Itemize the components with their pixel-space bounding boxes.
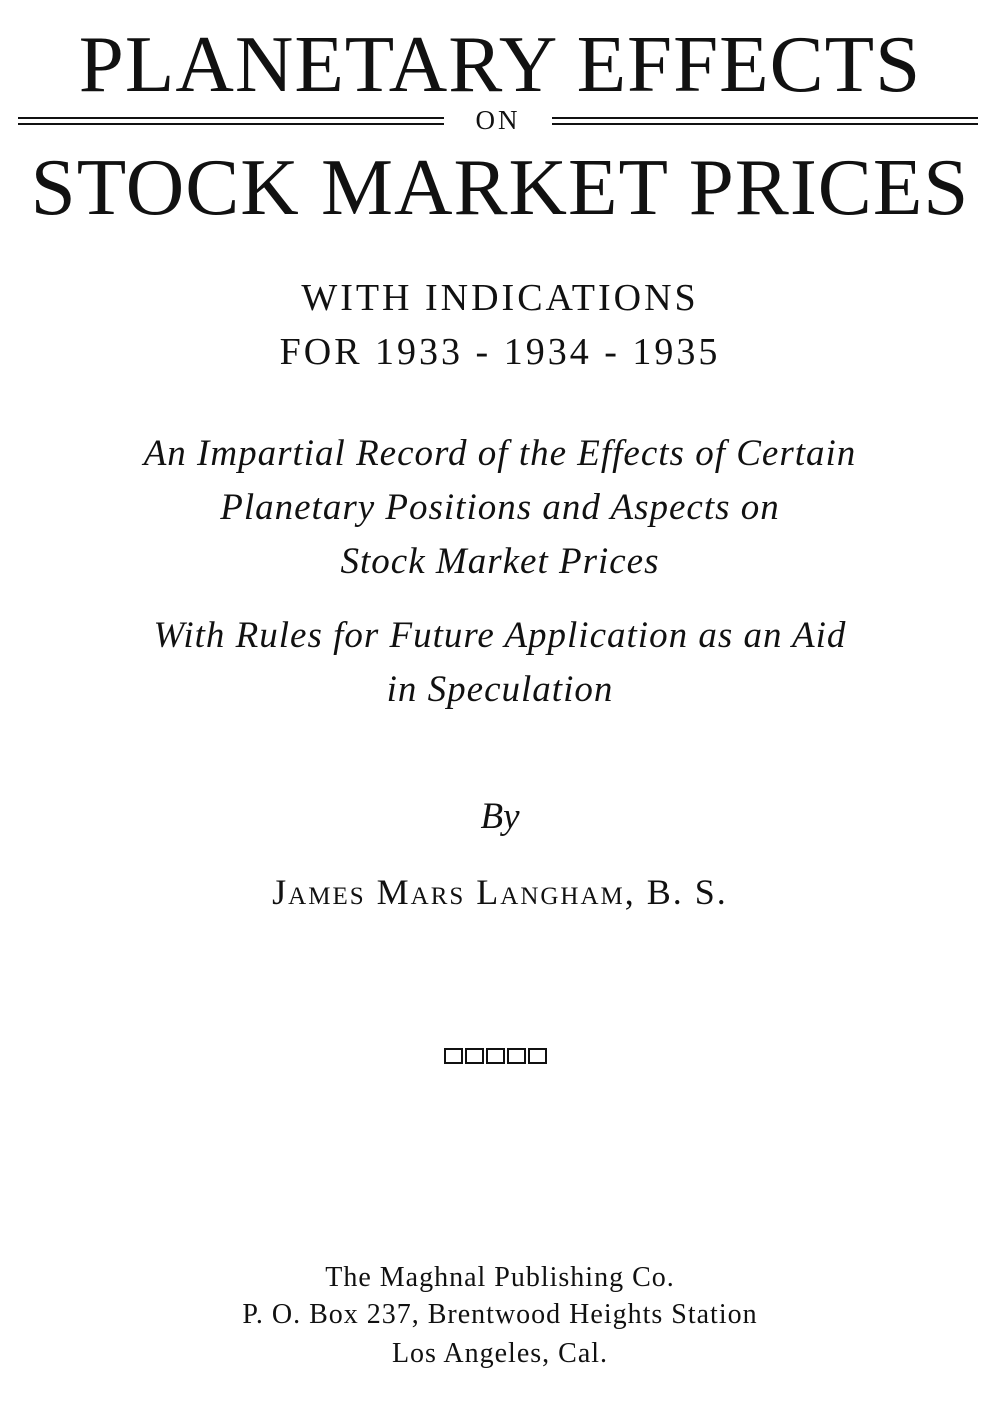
byline-by: By	[480, 796, 520, 837]
title-line-2: STOCK MARKET PRICES	[30, 142, 970, 232]
publisher-city: Los Angeles, Cal.	[391, 1338, 609, 1369]
double-rule-right	[552, 117, 978, 125]
publisher-address: P. O. Box 237, Brentwood Heights Station	[242, 1299, 758, 1330]
title-connector: ON	[475, 105, 521, 135]
description-line-5: in Speculation	[386, 669, 614, 710]
title-connector-row	[18, 104, 978, 144]
subtitle-line-1: WITH INDICATIONS	[301, 277, 699, 319]
description-line-3: Stock Market Prices	[340, 541, 660, 582]
subtitle-line-2: FOR 1933 - 1934 - 1935	[279, 331, 721, 373]
title-line-1: PLANETARY EFFECTS	[78, 19, 922, 109]
five-square-ornament-icon	[443, 1046, 553, 1066]
description-line-2: Planetary Positions and Aspects on	[220, 487, 780, 528]
description-line-4: With Rules for Future Application as an Aid	[153, 615, 847, 656]
publisher-name: The Maghnal Publishing Co.	[325, 1262, 675, 1293]
description-line-1: An Impartial Record of the Effects of Certain	[143, 433, 857, 474]
author-name: James Mars Langham, B. S.	[272, 872, 728, 912]
